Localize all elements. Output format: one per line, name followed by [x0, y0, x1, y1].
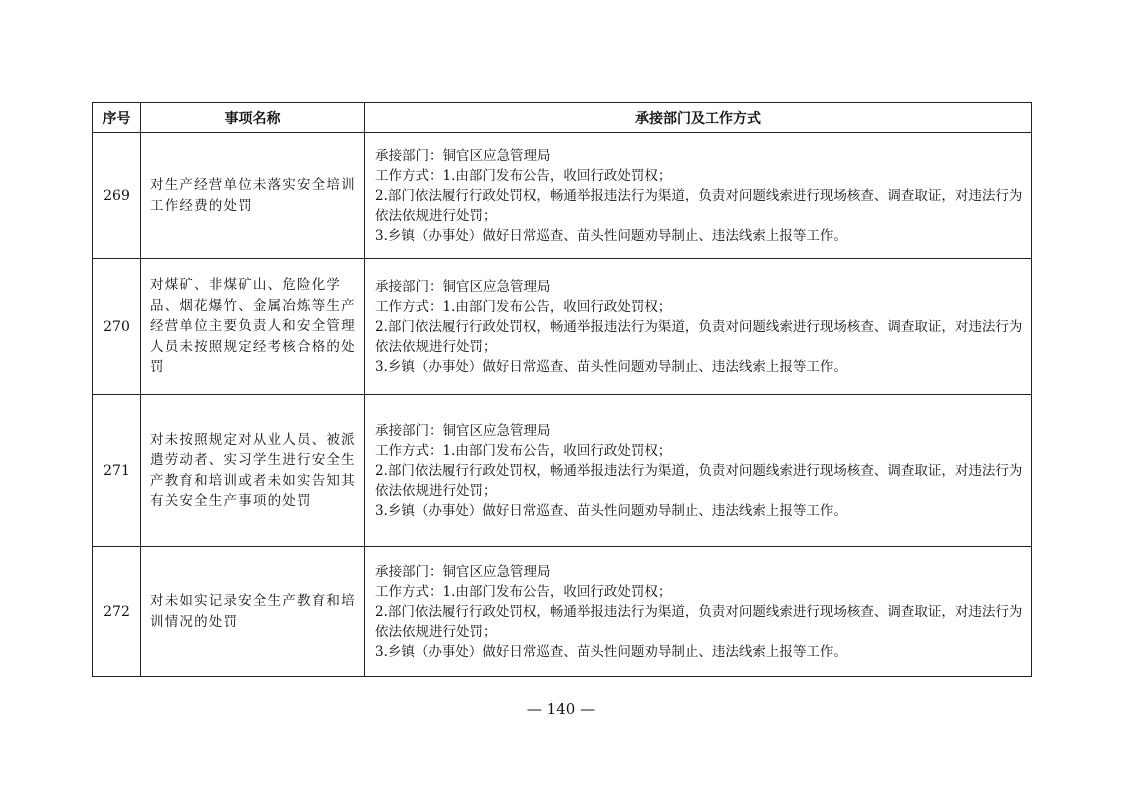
row-department-method — [365, 259, 1032, 395]
table-header — [93, 103, 1032, 133]
page-number: — 140 — — [526, 700, 596, 718]
row-serial-number: 271 — [93, 395, 141, 547]
method-line: 工作方式：1.由部门发布公告，收回行政处罚权； — [375, 298, 672, 315]
header-matter-name: 事项名称 — [141, 103, 365, 133]
step-three-text: 3.乡镇（办事处）做好日常巡查、苗头性问题劝导制止、违法线索上报等工作。 — [375, 227, 847, 244]
step-two-text: 2.部门依法履行行政处罚权，畅通举报违法行为渠道，负责对问题线索进行现场核查、调查取证，对违法行为依法依规进行处罚； — [375, 318, 1023, 355]
table-row — [93, 133, 1032, 259]
row-department-method — [365, 547, 1032, 677]
step-three-text: 3.乡镇（办事处）做好日常巡查、苗头性问题劝导制止、违法线索上报等工作。 — [375, 358, 847, 375]
header-department-method: 承接部门及工作方式 — [365, 103, 1032, 133]
row-department-method — [365, 395, 1032, 547]
row-matter-name: 对煤矿、非煤矿山、危险化学品、烟花爆竹、金属冶炼等生产经营单位主要负责人和安全管理人员未按照规定经考核合格的处罚 — [141, 259, 365, 395]
department-line: 承接部门：铜官区应急管理局 — [375, 147, 551, 164]
step-three-text: 3.乡镇（办事处）做好日常巡查、苗头性问题劝导制止、违法线索上报等工作。 — [375, 643, 847, 660]
table-row — [93, 259, 1032, 395]
method-line: 工作方式：1.由部门发布公告，收回行政处罚权； — [375, 583, 672, 600]
table-row — [93, 395, 1032, 547]
table-row — [93, 547, 1032, 677]
row-matter-name: 对未按照规定对从业人员、被派遣劳动者、实习学生进行安全生产教育和培训或者未如实告知其有关安全生产事项的处罚 — [141, 395, 365, 547]
row-serial-number: 269 — [93, 133, 141, 259]
step-two-text: 2.部门依法履行行政处罚权，畅通举报违法行为渠道，负责对问题线索进行现场核查、调查取证，对违法行为依法依规进行处罚； — [375, 462, 1023, 499]
row-matter-name: 对未如实记录安全生产教育和培训情况的处罚 — [141, 547, 365, 677]
row-department-method — [365, 133, 1032, 259]
step-two-text: 2.部门依法履行行政处罚权，畅通举报违法行为渠道，负责对问题线索进行现场核查、调查取证，对违法行为依法依规进行处罚； — [375, 603, 1023, 640]
step-three-text: 3.乡镇（办事处）做好日常巡查、苗头性问题劝导制止、违法线索上报等工作。 — [375, 502, 847, 519]
method-line: 工作方式：1.由部门发布公告，收回行政处罚权； — [375, 167, 672, 184]
matters-table — [92, 102, 1032, 677]
row-matter-name: 对生产经营单位未落实安全培训工作经费的处罚 — [141, 133, 365, 259]
row-serial-number: 272 — [93, 547, 141, 677]
department-line: 承接部门：铜官区应急管理局 — [375, 563, 551, 580]
header-row — [93, 103, 1032, 133]
header-serial-number: 序号 — [93, 103, 141, 133]
method-line: 工作方式：1.由部门发布公告，收回行政处罚权； — [375, 442, 672, 459]
step-two-text: 2.部门依法履行行政处罚权，畅通举报违法行为渠道，负责对问题线索进行现场核查、调查取证，对违法行为依法依规进行处罚； — [375, 187, 1023, 224]
row-serial-number: 270 — [93, 259, 141, 395]
department-line: 承接部门：铜官区应急管理局 — [375, 278, 551, 295]
table-body — [93, 133, 1032, 677]
department-line: 承接部门：铜官区应急管理局 — [375, 422, 551, 439]
